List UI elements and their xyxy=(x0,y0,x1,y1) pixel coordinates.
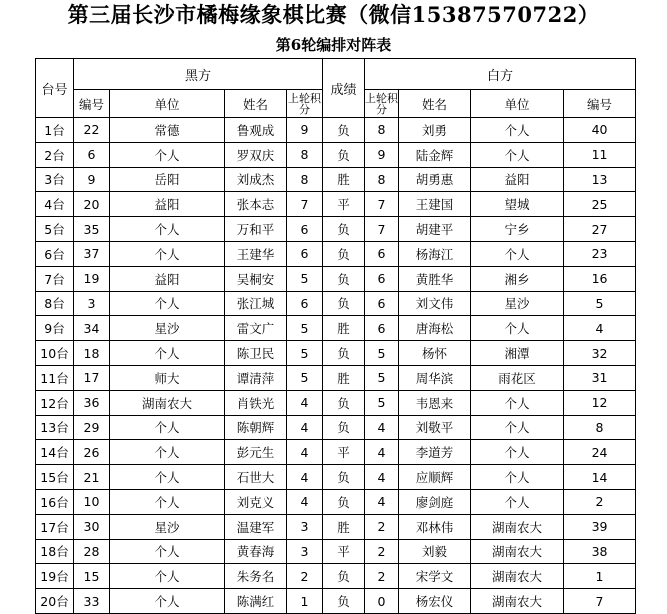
table-row xyxy=(36,118,636,143)
cell-table-no: 5台 xyxy=(36,217,74,242)
cell-white-number: 7 xyxy=(564,589,636,614)
cell-white-unit: 湖南农大 xyxy=(471,589,564,614)
cell-white-prev-score: 2 xyxy=(365,514,399,539)
cell-black-prev-score: 5 xyxy=(287,316,323,341)
cell-white-unit: 个人 xyxy=(471,390,564,415)
cell-black-number: 35 xyxy=(74,217,110,242)
cell-white-name: 刘文伟 xyxy=(399,291,471,316)
cell-result: 负 xyxy=(323,118,365,143)
cell-table-no: 3台 xyxy=(36,167,74,192)
cell-white-number: 32 xyxy=(564,341,636,366)
header-white-side: 白方 xyxy=(365,59,636,90)
cell-white-prev-score: 2 xyxy=(365,564,399,589)
cell-white-unit: 雨花区 xyxy=(471,365,564,390)
cell-result: 负 xyxy=(323,241,365,266)
cell-table-no: 13台 xyxy=(36,415,74,440)
cell-table-no: 6台 xyxy=(36,241,74,266)
cell-white-name: 杨宏仪 xyxy=(399,589,471,614)
cell-black-number: 17 xyxy=(74,365,110,390)
cell-black-number: 21 xyxy=(74,465,110,490)
cell-white-prev-score: 9 xyxy=(365,142,399,167)
cell-white-number: 13 xyxy=(564,167,636,192)
cell-result: 负 xyxy=(323,465,365,490)
header-white-prev-score: 上轮积分 xyxy=(365,91,399,116)
cell-black-name: 温建军 xyxy=(225,514,287,539)
cell-white-unit: 星沙 xyxy=(471,291,564,316)
cell-white-prev-score: 2 xyxy=(365,539,399,564)
cell-black-name: 肖铁光 xyxy=(225,390,287,415)
cell-white-number: 4 xyxy=(564,316,636,341)
cell-white-prev-score: 7 xyxy=(365,217,399,242)
cell-white-unit: 个人 xyxy=(471,465,564,490)
cell-black-name: 刘成杰 xyxy=(225,167,287,192)
cell-white-name: 刘敬平 xyxy=(399,415,471,440)
cell-white-number: 25 xyxy=(564,192,636,217)
cell-black-unit: 个人 xyxy=(110,539,225,564)
cell-black-unit: 湖南农大 xyxy=(110,390,225,415)
cell-white-prev-score: 4 xyxy=(365,415,399,440)
cell-black-unit: 星沙 xyxy=(110,316,225,341)
cell-table-no: 16台 xyxy=(36,489,74,514)
cell-white-name: 胡建平 xyxy=(399,217,471,242)
cell-white-prev-score: 8 xyxy=(365,118,399,143)
cell-result: 负 xyxy=(323,564,365,589)
cell-black-name: 陈卫民 xyxy=(225,341,287,366)
cell-black-unit: 星沙 xyxy=(110,514,225,539)
cell-white-name: 刘勇 xyxy=(399,118,471,143)
cell-black-unit: 常德 xyxy=(110,118,225,143)
cell-black-prev-score: 4 xyxy=(287,440,323,465)
cell-black-number: 15 xyxy=(74,564,110,589)
cell-white-prev-score: 5 xyxy=(365,341,399,366)
table-row xyxy=(36,564,636,589)
table-row xyxy=(36,217,636,242)
cell-result: 负 xyxy=(323,291,365,316)
cell-white-number: 16 xyxy=(564,266,636,291)
cell-black-number: 9 xyxy=(74,167,110,192)
cell-white-name: 陆金辉 xyxy=(399,142,471,167)
cell-white-unit: 湖南农大 xyxy=(471,539,564,564)
cell-table-no: 18台 xyxy=(36,539,74,564)
table-row xyxy=(36,316,636,341)
header-row-top xyxy=(36,59,636,90)
cell-white-prev-score: 4 xyxy=(365,440,399,465)
cell-black-prev-score: 5 xyxy=(287,365,323,390)
cell-white-unit: 个人 xyxy=(471,440,564,465)
header-black-side: 黑方 xyxy=(74,59,323,90)
cell-white-name: 王建国 xyxy=(399,192,471,217)
cell-table-no: 9台 xyxy=(36,316,74,341)
cell-white-name: 韦恩来 xyxy=(399,390,471,415)
cell-black-name: 彭元生 xyxy=(225,440,287,465)
cell-black-number: 18 xyxy=(74,341,110,366)
cell-white-number: 12 xyxy=(564,390,636,415)
cell-result: 胜 xyxy=(323,316,365,341)
cell-table-no: 15台 xyxy=(36,465,74,490)
table-row xyxy=(36,241,636,266)
cell-white-name: 李道芳 xyxy=(399,440,471,465)
cell-white-number: 27 xyxy=(564,217,636,242)
cell-black-prev-score: 9 xyxy=(287,118,323,143)
cell-white-name: 黄胜华 xyxy=(399,266,471,291)
cell-black-number: 20 xyxy=(74,192,110,217)
cell-result: 负 xyxy=(323,415,365,440)
cell-black-prev-score: 5 xyxy=(287,341,323,366)
cell-black-prev-score: 8 xyxy=(287,142,323,167)
cell-white-name: 唐海松 xyxy=(399,316,471,341)
cell-black-unit: 个人 xyxy=(110,440,225,465)
cell-white-number: 39 xyxy=(564,514,636,539)
cell-white-prev-score: 6 xyxy=(365,291,399,316)
cell-black-name: 陈满红 xyxy=(225,589,287,614)
cell-white-number: 38 xyxy=(564,539,636,564)
cell-table-no: 4台 xyxy=(36,192,74,217)
cell-white-name: 邓林伟 xyxy=(399,514,471,539)
cell-table-no: 11台 xyxy=(36,365,74,390)
cell-black-unit: 个人 xyxy=(110,341,225,366)
cell-table-no: 12台 xyxy=(36,390,74,415)
cell-white-unit: 宁乡 xyxy=(471,217,564,242)
cell-white-prev-score: 6 xyxy=(365,241,399,266)
cell-black-unit: 个人 xyxy=(110,241,225,266)
cell-black-name: 陈朝辉 xyxy=(225,415,287,440)
cell-black-name: 王建华 xyxy=(225,241,287,266)
cell-result: 负 xyxy=(323,589,365,614)
cell-black-number: 36 xyxy=(74,390,110,415)
cell-black-name: 张本志 xyxy=(225,192,287,217)
cell-black-unit: 个人 xyxy=(110,217,225,242)
cell-black-name: 刘克义 xyxy=(225,489,287,514)
header-white-name: 姓名 xyxy=(399,90,471,118)
cell-black-prev-score: 2 xyxy=(287,564,323,589)
cell-black-unit: 个人 xyxy=(110,564,225,589)
header-black-unit: 单位 xyxy=(110,90,225,118)
cell-black-prev-score: 8 xyxy=(287,167,323,192)
cell-black-unit: 益阳 xyxy=(110,192,225,217)
table-row xyxy=(36,440,636,465)
cell-black-unit: 个人 xyxy=(110,291,225,316)
cell-black-name: 罗双庆 xyxy=(225,142,287,167)
cell-white-prev-score: 4 xyxy=(365,489,399,514)
cell-result: 胜 xyxy=(323,167,365,192)
cell-black-number: 3 xyxy=(74,291,110,316)
cell-black-name: 黄春海 xyxy=(225,539,287,564)
table-row xyxy=(36,489,636,514)
table-row xyxy=(36,390,636,415)
cell-black-number: 26 xyxy=(74,440,110,465)
cell-white-name: 宋学文 xyxy=(399,564,471,589)
cell-white-unit: 湘潭 xyxy=(471,341,564,366)
cell-white-number: 24 xyxy=(564,440,636,465)
cell-white-unit: 湖南农大 xyxy=(471,564,564,589)
cell-black-unit: 益阳 xyxy=(110,266,225,291)
cell-result: 负 xyxy=(323,341,365,366)
cell-white-number: 40 xyxy=(564,118,636,143)
cell-black-prev-score: 4 xyxy=(287,489,323,514)
cell-result: 平 xyxy=(323,440,365,465)
cell-white-name: 廖剑庭 xyxy=(399,489,471,514)
cell-black-unit: 个人 xyxy=(110,589,225,614)
cell-white-unit: 湖南农大 xyxy=(471,514,564,539)
table-row xyxy=(36,266,636,291)
cell-white-prev-score: 5 xyxy=(365,390,399,415)
cell-black-prev-score: 4 xyxy=(287,415,323,440)
cell-black-number: 22 xyxy=(74,118,110,143)
cell-white-prev-score: 4 xyxy=(365,465,399,490)
table-row xyxy=(36,341,636,366)
cell-white-name: 胡勇惠 xyxy=(399,167,471,192)
cell-black-name: 吴桐安 xyxy=(225,266,287,291)
cell-table-no: 20台 xyxy=(36,589,74,614)
cell-white-number: 11 xyxy=(564,142,636,167)
cell-black-prev-score: 6 xyxy=(287,241,323,266)
cell-result: 负 xyxy=(323,390,365,415)
header-table-no: 台号 xyxy=(36,59,74,118)
cell-table-no: 17台 xyxy=(36,514,74,539)
cell-black-name: 张江城 xyxy=(225,291,287,316)
cell-result: 胜 xyxy=(323,514,365,539)
cell-black-prev-score: 4 xyxy=(287,465,323,490)
cell-white-name: 杨海江 xyxy=(399,241,471,266)
table-row xyxy=(36,142,636,167)
cell-black-unit: 个人 xyxy=(110,415,225,440)
cell-black-number: 33 xyxy=(74,589,110,614)
table-row xyxy=(36,291,636,316)
cell-white-name: 刘毅 xyxy=(399,539,471,564)
cell-table-no: 8台 xyxy=(36,291,74,316)
cell-table-no: 10台 xyxy=(36,341,74,366)
cell-black-number: 29 xyxy=(74,415,110,440)
cell-black-number: 28 xyxy=(74,539,110,564)
table-row xyxy=(36,465,636,490)
cell-white-number: 8 xyxy=(564,415,636,440)
cell-result: 负 xyxy=(323,489,365,514)
cell-black-number: 30 xyxy=(74,514,110,539)
table-row xyxy=(36,415,636,440)
cell-black-number: 19 xyxy=(74,266,110,291)
cell-white-name: 周华滨 xyxy=(399,365,471,390)
cell-black-unit: 岳阳 xyxy=(110,167,225,192)
cell-black-unit: 个人 xyxy=(110,489,225,514)
cell-black-prev-score: 3 xyxy=(287,539,323,564)
table-row xyxy=(36,514,636,539)
cell-white-unit: 益阳 xyxy=(471,167,564,192)
cell-black-prev-score: 1 xyxy=(287,589,323,614)
cell-white-prev-score: 0 xyxy=(365,589,399,614)
cell-result: 胜 xyxy=(323,365,365,390)
cell-white-number: 23 xyxy=(564,241,636,266)
round-subtitle: 第6轮编排对阵表 xyxy=(275,36,392,54)
cell-black-unit: 个人 xyxy=(110,465,225,490)
cell-table-no: 19台 xyxy=(36,564,74,589)
cell-white-unit: 个人 xyxy=(471,489,564,514)
cell-table-no: 14台 xyxy=(36,440,74,465)
cell-white-unit: 个人 xyxy=(471,415,564,440)
pairing-table xyxy=(35,58,636,614)
cell-white-unit: 个人 xyxy=(471,118,564,143)
page-title: 第三届长沙市橘梅缘象棋比赛（微信15387570722） xyxy=(67,2,600,27)
cell-white-number: 14 xyxy=(564,465,636,490)
cell-black-number: 10 xyxy=(74,489,110,514)
cell-table-no: 2台 xyxy=(36,142,74,167)
cell-white-number: 1 xyxy=(564,564,636,589)
cell-black-number: 6 xyxy=(74,142,110,167)
cell-black-prev-score: 7 xyxy=(287,192,323,217)
cell-black-name: 朱务名 xyxy=(225,564,287,589)
cell-black-unit: 个人 xyxy=(110,142,225,167)
cell-black-name: 谭清萍 xyxy=(225,365,287,390)
cell-result: 平 xyxy=(323,192,365,217)
table-row xyxy=(36,192,636,217)
cell-white-prev-score: 5 xyxy=(365,365,399,390)
header-result: 成绩 xyxy=(323,59,365,118)
cell-white-name: 应顺辉 xyxy=(399,465,471,490)
cell-black-prev-score: 6 xyxy=(287,217,323,242)
cell-white-number: 5 xyxy=(564,291,636,316)
header-black-prev-score: 上轮积分 xyxy=(288,91,321,116)
cell-white-number: 31 xyxy=(564,365,636,390)
cell-table-no: 7台 xyxy=(36,266,74,291)
table-row xyxy=(36,167,636,192)
cell-white-prev-score: 8 xyxy=(365,167,399,192)
table-row xyxy=(36,365,636,390)
table-row xyxy=(36,539,636,564)
cell-white-unit: 个人 xyxy=(471,241,564,266)
cell-result: 负 xyxy=(323,266,365,291)
cell-black-name: 鲁观成 xyxy=(225,118,287,143)
cell-white-prev-score: 7 xyxy=(365,192,399,217)
cell-black-prev-score: 6 xyxy=(287,291,323,316)
cell-black-number: 34 xyxy=(74,316,110,341)
cell-result: 负 xyxy=(323,217,365,242)
cell-result: 负 xyxy=(323,142,365,167)
header-black-number: 编号 xyxy=(74,90,110,118)
cell-black-name: 雷文广 xyxy=(225,316,287,341)
header-white-number: 编号 xyxy=(564,90,636,118)
cell-black-prev-score: 5 xyxy=(287,266,323,291)
cell-white-prev-score: 6 xyxy=(365,266,399,291)
cell-black-number: 37 xyxy=(74,241,110,266)
cell-black-unit: 师大 xyxy=(110,365,225,390)
cell-white-name: 杨怀 xyxy=(399,341,471,366)
cell-white-unit: 个人 xyxy=(471,142,564,167)
cell-result: 平 xyxy=(323,539,365,564)
cell-table-no: 1台 xyxy=(36,118,74,143)
cell-black-prev-score: 3 xyxy=(287,514,323,539)
cell-white-unit: 望城 xyxy=(471,192,564,217)
cell-white-prev-score: 6 xyxy=(365,316,399,341)
cell-white-unit: 个人 xyxy=(471,316,564,341)
table-row xyxy=(36,589,636,614)
cell-white-number: 2 xyxy=(564,489,636,514)
header-white-unit: 单位 xyxy=(471,90,564,118)
cell-white-unit: 湘乡 xyxy=(471,266,564,291)
cell-black-name: 石世大 xyxy=(225,465,287,490)
cell-black-name: 万和平 xyxy=(225,217,287,242)
header-black-name: 姓名 xyxy=(225,90,287,118)
cell-black-prev-score: 4 xyxy=(287,390,323,415)
